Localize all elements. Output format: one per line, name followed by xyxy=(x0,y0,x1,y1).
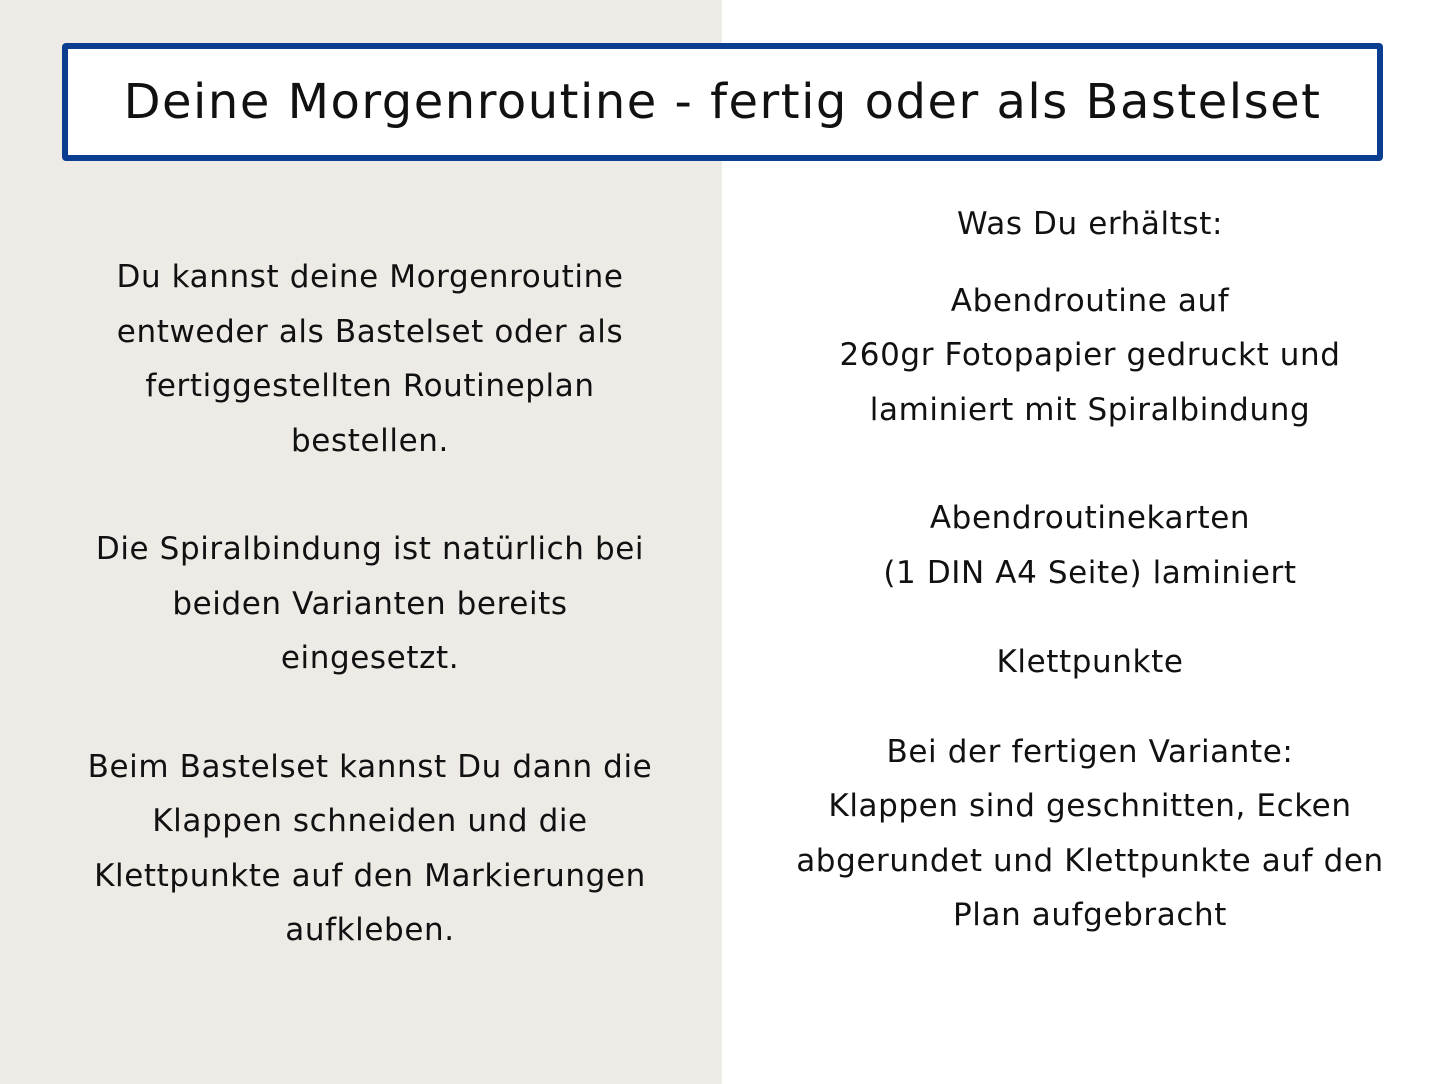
page-title: Deine Morgenroutine - fertig oder als Bastelset xyxy=(123,74,1322,130)
bastelset-paragraph: Beim Bastelset kannst Du dann die Klappen schneiden und die Klettpunkte auf den Markierungen aufkleben. xyxy=(87,748,653,948)
contents-column xyxy=(745,197,1435,943)
contents-item-velcro-dots: Klettpunkte xyxy=(996,644,1184,680)
intro-paragraph: Du kannst deine Morgenroutine entweder als Bastelset oder als fertiggestellten Routineplan bestellen. xyxy=(116,259,624,459)
contents-item-routine-cards: Abendroutinekarten (1 DIN A4 Seite) laminiert xyxy=(883,500,1297,591)
left-description-column xyxy=(20,250,720,958)
spiral-binding-paragraph: Die Spiralbindung ist natürlich bei beiden Varianten bereits eingesetzt. xyxy=(95,531,645,676)
contents-item-finished-variant: Bei der fertigen Variante: Klappen sind geschnitten, Ecken abgerundet und Klettpunkte auf den Plan aufgebracht xyxy=(796,733,1384,933)
contents-item-routine-plan: Abendroutine auf 260gr Fotopapier gedruckt und laminiert mit Spiralbindung xyxy=(839,282,1341,428)
contents-heading: Was Du erhältst: xyxy=(956,206,1224,242)
title-banner xyxy=(62,43,1383,161)
